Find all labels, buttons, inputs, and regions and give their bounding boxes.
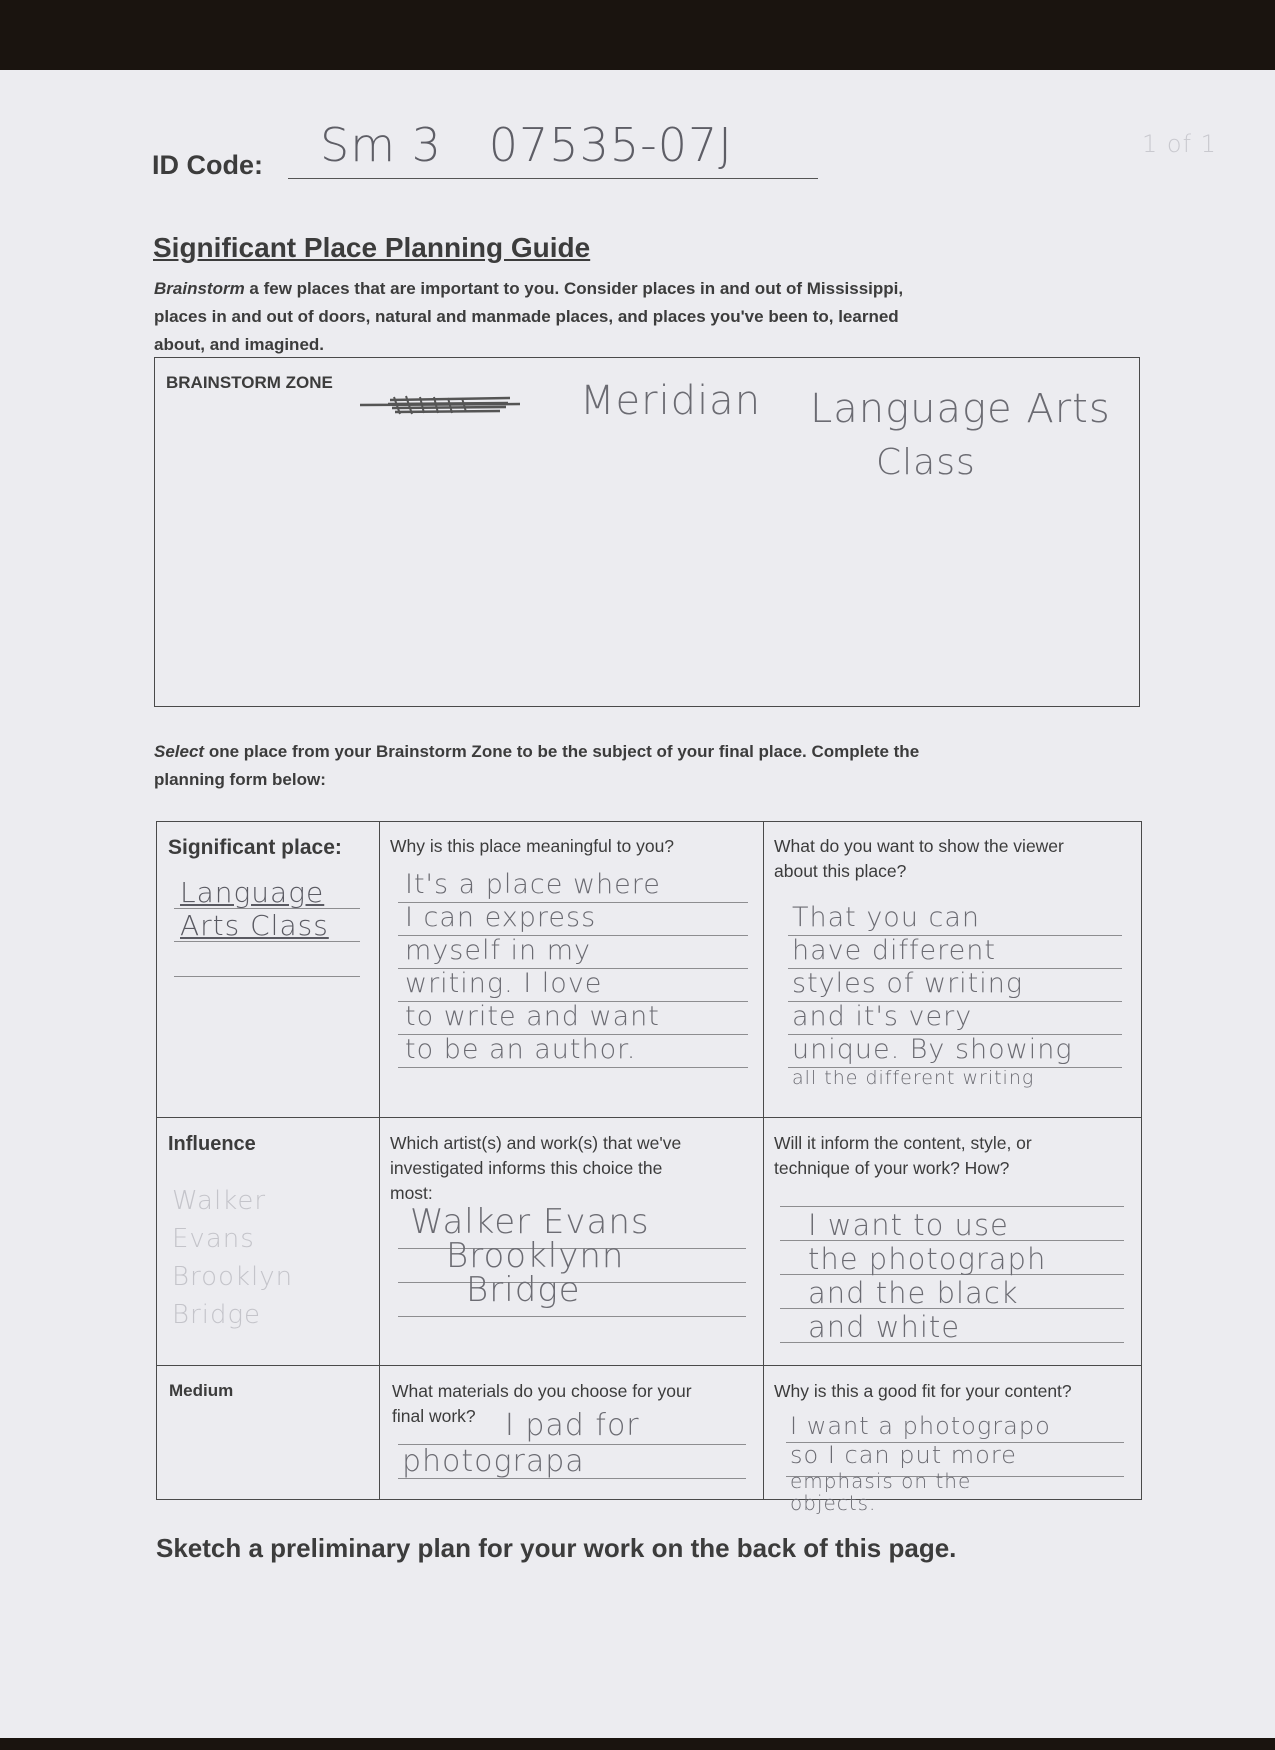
answer-text: Evans [172,1224,255,1254]
answer-text: to be an author. [405,1034,637,1065]
question-line: Which artist(s) and work(s) that we've [390,1133,682,1153]
influence-label: Influence [168,1133,256,1155]
answer-text: Language [180,876,325,909]
significant-place-label: Significant place: [168,836,342,859]
select-line-2: planning form below: [154,770,326,789]
answer-good-fit [790,1412,1051,1514]
table-row-divider-1 [156,1117,1142,1118]
id-code-underline [288,178,818,179]
select-keyword: Select [154,742,205,761]
answer-text: styles of writing [792,968,1024,999]
answer-text: objects. [790,1491,877,1515]
table-row-divider-2 [156,1365,1142,1366]
significant-place-answer [180,876,329,942]
question-line: investigated informs this choice the [390,1158,663,1178]
answer-text: unique. By showing [792,1034,1073,1065]
answer-text: It's a place where [405,869,661,900]
answer-materials-line-2: photograpa [402,1444,585,1479]
table-divider-1 [379,821,380,1500]
answer-text: writing. I love [405,968,603,999]
answer-text: and white [808,1310,961,1344]
answer-line [174,976,360,977]
answer-text: Walker Evans [410,1202,650,1242]
select-instructions [154,738,1114,794]
brainstorm-zone-label: BRAINSTORM ZONE [166,373,333,392]
answer-text: and it's very [792,1001,973,1032]
answer-text: Walker [172,1186,267,1216]
answer-text: Arts Class [180,909,329,942]
id-code-label: ID Code: [152,150,263,180]
answer-text: emphasis on the [790,1469,972,1493]
answer-materials-line-1: I pad for [505,1408,640,1443]
question-line: What do you want to show the viewer [774,836,1064,856]
question-line: final work? [392,1406,476,1426]
brainstorm-entry-class: Class [876,442,976,483]
brainstorm-entry-meridian: Meridian [580,378,762,424]
question-line: Will it inform the content, style, or [774,1133,1032,1153]
brainstorm-line-3: about, and imagined. [154,335,325,354]
table-divider-2 [763,821,764,1500]
id-code-value: Sm 3 07535-07J [320,118,733,172]
question-line: What materials do you choose for your [392,1381,692,1401]
answer-show-viewer [792,901,1073,1090]
answer-text: all the different writing [792,1067,1035,1089]
brainstorm-instructions [154,275,1114,359]
sketch-instruction: Sketch a preliminary plan for your work on the back of this page. [156,1533,957,1563]
answer-inform-content [808,1208,1046,1344]
answer-artists [410,1202,650,1310]
answer-text: myself in my [405,935,592,966]
medium-label: Medium [169,1381,234,1400]
answer-text: the photograph [808,1242,1047,1276]
answer-text: so I can put more [790,1441,1017,1469]
answer-text: Brooklynn [446,1236,625,1276]
corner-page-note: 1 of 1 [1142,130,1217,158]
question-meaningful: Why is this place meaningful to you? [390,836,675,856]
page-title: Significant Place Planning Guide [153,232,591,263]
answer-text: to write and want [405,1001,660,1032]
brainstorm-keyword: Brainstorm [154,279,245,298]
answer-text: have different [792,935,996,966]
question-show-viewer [774,834,1064,884]
question-line: technique of your work? How? [774,1158,1010,1178]
answer-text: Bridge [172,1300,262,1330]
question-artists [390,1131,681,1206]
answer-meaningful [405,868,661,1066]
brainstorm-line-1: a few places that are important to you. Consider places in and out of Mississippi, [244,279,904,298]
question-line: most: [390,1183,433,1203]
brainstorm-line-2: places in and out of doors, natural and manmade places, and places you've been to, learned [154,307,899,326]
question-good-fit: Why is this a good fit for your content? [774,1381,1072,1401]
answer-line [398,1067,748,1068]
question-line: about this place? [774,861,907,881]
answer-text: I want to use [808,1208,1009,1242]
brainstorm-entry-language-arts: Language Arts [810,386,1111,432]
answer-text: I can express [405,902,597,933]
answer-text: That you can [792,902,981,933]
answer-text: and the black [808,1276,1019,1310]
influence-faint-answer [172,1182,293,1334]
answer-text: Brooklyn [172,1262,294,1292]
answer-line [398,1316,746,1317]
answer-text: I want a photograpo [790,1412,1051,1440]
answer-text: Bridge [466,1270,581,1310]
question-inform-content [774,1131,1032,1181]
scribbled-out-entry [360,394,522,416]
answer-line [780,1206,1124,1207]
select-line-1: one place from your Brainstorm Zone to be the subject of your final place. Complete the [204,742,920,761]
